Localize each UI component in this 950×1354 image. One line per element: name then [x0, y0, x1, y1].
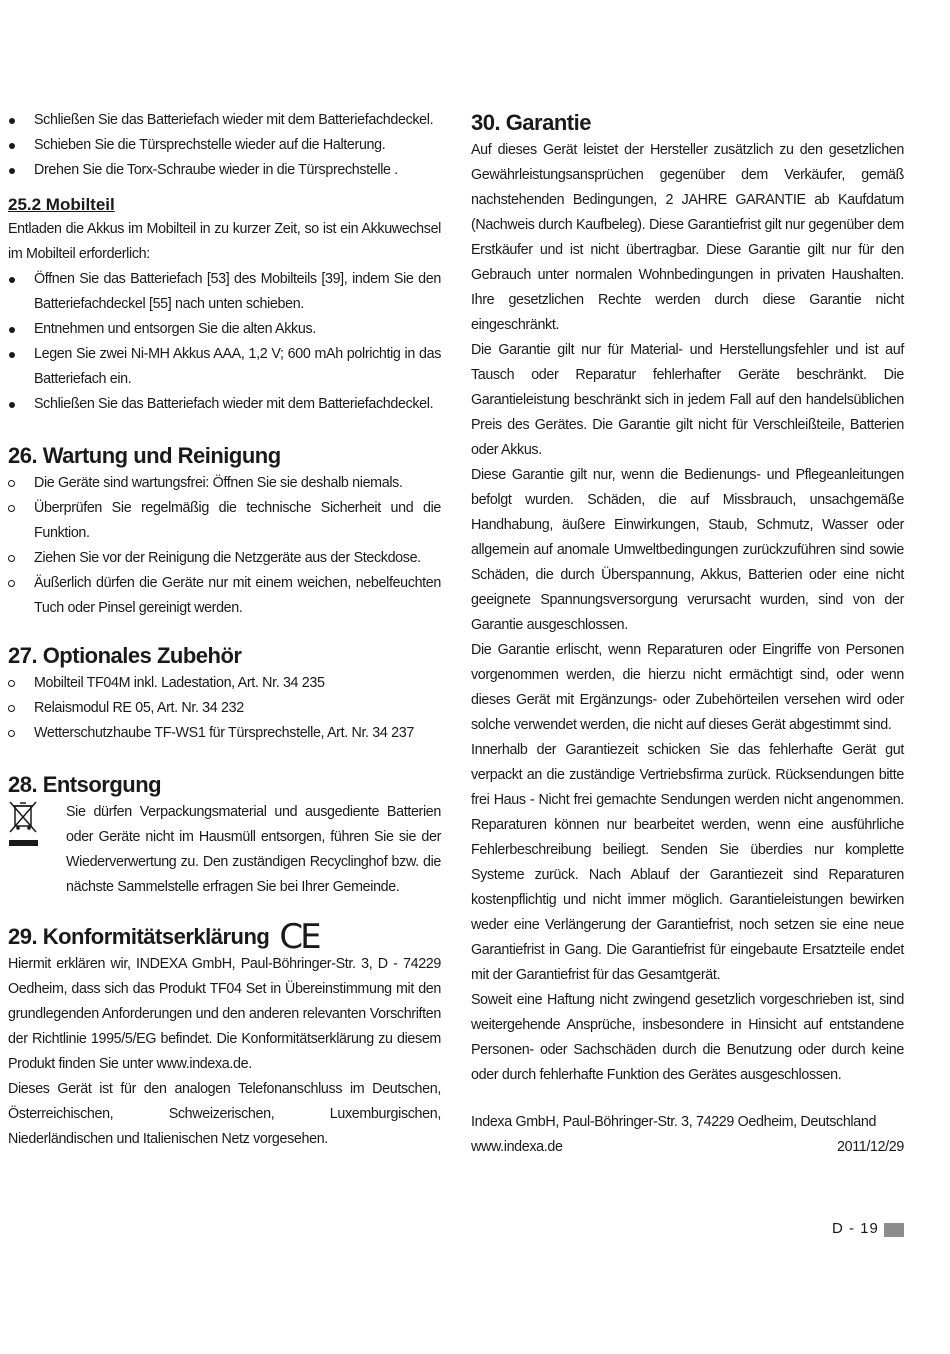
page-marker-bar [884, 1223, 904, 1237]
left-column [8, 108, 441, 1152]
warranty-paragraph: Soweit eine Haftung nicht zwingend gesetzlich vorgeschrieben ist, sind weitergehende Ansprüche, insbesondere in Hinsicht auf entstandene Personen- oder Sachschäden durch die Benutzung oder durch keine oder durch fehlerhafte Funktion des Gerätes ausgeschlossen. [471, 992, 904, 1083]
section-29-paragraph-2: Dieses Gerät ist für den analogen Telefonanschluss im Deutschen, Österreichischen, Schweizerischen, Luxemburgischen, Niederländischen und Italienischen Netz vorgesehen. [8, 1081, 441, 1147]
section-25-2-text: Entladen die Akkus im Mobilteil in zu kurzer Zeit, so ist ein Akkuwechsel im Mobilteil erforderlich: [8, 221, 441, 262]
section-29-title: 29. Konformitätserklärung [8, 924, 270, 949]
section-25-2-bullets [8, 267, 441, 417]
website-link[interactable]: www.indexa.de [471, 1139, 563, 1155]
list-item: Schieben Sie die Türsprechstelle wieder auf die Halterung. [8, 133, 441, 158]
list-item: Die Geräte sind wartungsfrei: Öffnen Sie sie deshalb niemals. [8, 471, 441, 496]
list-item: Entnehmen und entsorgen Sie die alten Akkus. [8, 317, 441, 342]
warranty-paragraph: Diese Garantie gilt nur, wenn die Bedienungs- und Pflegeanleitungen befolgt wurden. Schäden, die auf Missbrauch, unsachgemäße Handhabung, äußere Einwirkungen, Staub, Schmutz, Wasser oder allgemein auf anomale Umweltbedingungen zurückzuführen sind sowie Schäden, die durch Überspannung, Akkus, Batterien oder eine nicht geeignete Spannungsversorgung verursacht wurden, sind von der Garantie ausgeschlossen. [471, 467, 904, 633]
list-item: Äußerlich dürfen die Geräte nur mit einem weichen, nebelfeuchten Tuch oder Pinsel gereinigt werden. [8, 571, 441, 621]
list-item: Legen Sie zwei Ni-MH Akkus AAA, 1,2 V; 600 mAh polrichtig in das Batteriefach ein. [8, 342, 441, 392]
crossed-bin-icon [8, 800, 66, 900]
intro-bullet-list [8, 108, 441, 183]
section-heading-25-2: 25.2 Mobilteil [8, 195, 115, 214]
list-item: Mobilteil TF04M inkl. Ladestation, Art. Nr. 34 235 [8, 671, 441, 696]
list-item: Ziehen Sie vor der Reinigung die Netzgeräte aus der Steckdose. [8, 546, 441, 571]
list-item: Wetterschutzhaube TF-WS1 für Türsprechstelle, Art. Nr. 34 237 [8, 721, 441, 746]
ce-mark-icon: CE [279, 917, 319, 957]
section-26-bullets [8, 471, 441, 621]
list-item: Relaismodul RE 05, Art. Nr. 34 232 [8, 696, 441, 721]
list-item: Drehen Sie die Torx-Schraube wieder in die Türsprechstelle . [8, 158, 441, 183]
company-address: Indexa GmbH, Paul-Böhringer-Str. 3, 74229 Oedheim, Deutschland [471, 1114, 877, 1130]
right-column [471, 108, 904, 1160]
warranty-paragraph: Die Garantie erlischt, wenn Reparaturen oder Eingriffe von Personen vorgenommen werden, die hierzu nicht ermächtigt sind, oder wenn dieses Gerät mit Ergänzungs- oder Zubehörteilen versehen wird oder solche verwendet werden, die nicht auf dieses Gerät abgestimmt sind. [471, 642, 904, 733]
list-item: Überprüfen Sie regelmäßig die technische Sicherheit und die Funktion. [8, 496, 441, 546]
warranty-paragraph: Die Garantie gilt nur für Material- und Herstellungsfehler und ist auf Tausch oder Reparatur fehlerhafter Geräte beschränkt. Die Garantieleistung beschränkt sich in jedem Fall auf den handelsüblichen Preis des Gerätes. Die Garantie gilt nicht für Verschleißteile, Batterien oder Akkus. [471, 342, 904, 458]
disposal-block [8, 800, 441, 900]
section-heading-27: 27. Optionales Zubehör [8, 643, 242, 668]
document-date: 2011/12/29 [837, 1139, 904, 1155]
signature-row [471, 1135, 904, 1160]
list-item: Öffnen Sie das Batteriefach [53] des Mobilteils [39], indem Sie den Batteriefachdeckel [55] nach unten schieben. [8, 267, 441, 317]
section-27-bullets [8, 671, 441, 746]
warranty-paragraph: Innerhalb der Garantiezeit schicken Sie das fehlerhafte Gerät gut verpackt an die zuständige Vertriebsfirma zurück. Rücksendungen bitte frei Haus - Nicht frei gemachte Sendungen werden nicht angenommen. Reparaturen können nur bearbeitet werden, wenn eine ausführliche Fehlerbeschreibung beiliegt. Senden Sie überdies nur komplette Systeme zurück. Nach Ablauf der Garantiezeit sind Reparaturen kostenpflichtig und nicht immer möglich. Garantieleistungen bewirken weder eine Verlängerung der Garantiefrist, noch setzen sie eine neue Garantiefrist in Gang. Die Garantiefrist für eingebaute Ersatzteile endet mit der Garantiefrist für das Gesamtgerät. [471, 742, 904, 983]
section-heading-28: 28. Entsorgung [8, 772, 162, 797]
section-heading-29 [8, 917, 441, 957]
section-heading-30: 30. Garantie [471, 110, 591, 135]
list-item: Schließen Sie das Batteriefach wieder mit dem Batteriefachdeckel. [8, 108, 441, 133]
section-29-paragraph-1: Hiermit erklären wir, INDEXA GmbH, Paul-Böhringer-Str. 3, D - 74229 Oedheim, dass sich das Produkt TF04 Set in Übereinstimmung mit den grundlegenden Anforderungen und den anderen relevanten Vorschriften der Richtlinie 1995/5/EG befindet. Die Konformitätserklärung zu diesem Produkt finden Sie unter www.indexa.de. [8, 956, 441, 1072]
page-number: D - 19 [832, 1220, 879, 1237]
section-heading-26: 26. Wartung und Reinigung [8, 443, 281, 468]
warranty-paragraph: Auf dieses Gerät leistet der Hersteller zusätzlich zu den gesetzlichen Gewährleistungsansprüchen gegenüber dem Verkäufer, gemäß nachstehenden Bedingungen, 2 JAHRE GARANTIE ab Kaufdatum (Nachweis durch Kaufbeleg). Diese Garantiefrist gilt nur gegenüber dem Erstkäufer und ist nicht übertragbar. Diese Garantie gilt nur für den Gebrauch unter normalen Wohnbedingungen in privaten Haushalten. Ihre gesetzlichen Rechte werden durch diese Garantie nicht eingeschränkt. [471, 142, 904, 333]
list-item: Schließen Sie das Batteriefach wieder mit dem Batteriefachdeckel. [8, 392, 441, 417]
section-28-text: Sie dürfen Verpackungsmaterial und ausgediente Batterien oder Geräte nicht im Hausmüll entsorgen, führen Sie sie der Wiederverwertung zu. Den zuständigen Recyclinghof bzw. die nächste Sammelstelle erfragen Sie bei Ihrer Gemeinde. [66, 804, 441, 895]
